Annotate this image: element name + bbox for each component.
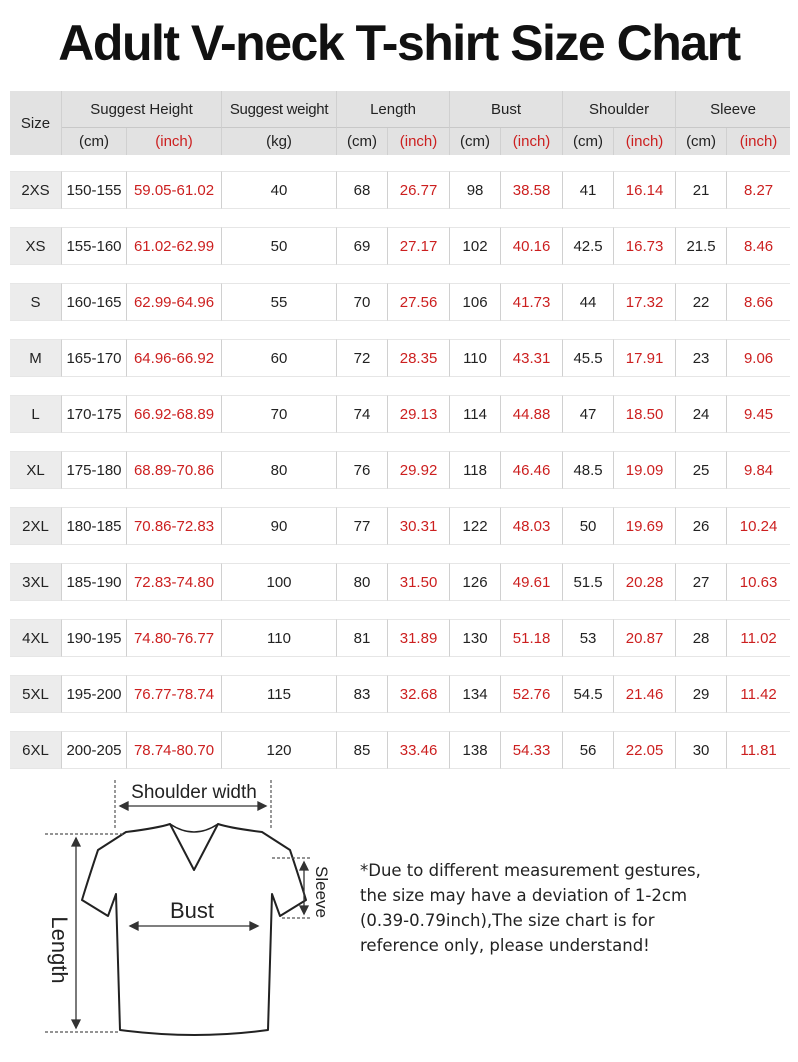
table-row (10, 675, 790, 713)
shoulder-cm-cell: 41 (563, 171, 614, 209)
sleeve-inch-cell: 8.46 (727, 227, 790, 265)
shoulder-inch-cell: 20.87 (614, 619, 676, 657)
sleeve-inch-cell: 10.24 (727, 507, 790, 545)
weight-kg-cell: 70 (222, 395, 337, 433)
unit-row (10, 128, 790, 155)
length-cm-cell: 70 (337, 283, 388, 321)
length-cm-cell: 83 (337, 675, 388, 713)
size-cell: XL (10, 451, 62, 489)
bust-cm-cell: 122 (450, 507, 501, 545)
bust-cm-cell: 130 (450, 619, 501, 657)
shoulder-inch-cell: 19.09 (614, 451, 676, 489)
page-title: Adult V-neck T-shirt Size Chart (58, 15, 740, 71)
size-cell: 6XL (10, 731, 62, 769)
sleeve-inch-cell: 9.45 (727, 395, 790, 433)
length-label: Length (47, 916, 72, 984)
height-cm-cell: 170-175 (62, 395, 127, 433)
weight-kg-cell: 90 (222, 507, 337, 545)
bust-inch-cell: 41.73 (501, 283, 563, 321)
table-row (10, 171, 790, 209)
unit-shoulder-cm: (cm) (563, 128, 614, 155)
height-cm-cell: 160-165 (62, 283, 127, 321)
bust-cm-cell: 126 (450, 563, 501, 601)
sleeve-cm-cell: 21.5 (676, 227, 727, 265)
bust-cm-cell: 110 (450, 339, 501, 377)
unit-height-inch: (inch) (127, 128, 222, 155)
sleeve-inch-cell: 11.42 (727, 675, 790, 713)
size-note (360, 858, 780, 958)
sleeve-inch-cell: 8.66 (727, 283, 790, 321)
neck-band (170, 824, 218, 832)
weight-kg-cell: 100 (222, 563, 337, 601)
note-line: the size may have a deviation of 1-2cm (360, 886, 688, 905)
length-cm-cell: 80 (337, 563, 388, 601)
height-inch-cell: 78.74-80.70 (127, 731, 222, 769)
shoulder-inch-cell: 22.05 (614, 731, 676, 769)
bust-inch-cell: 43.31 (501, 339, 563, 377)
height-cm-cell: 190-195 (62, 619, 127, 657)
header-suggest-weight: Suggest weight (222, 91, 337, 128)
bust-inch-cell: 54.33 (501, 731, 563, 769)
unit-sleeve-cm: (cm) (676, 128, 727, 155)
size-cell: 2XL (10, 507, 62, 545)
shoulder-cm-cell: 53 (563, 619, 614, 657)
sleeve-cm-cell: 30 (676, 731, 727, 769)
sleeve-inch-cell: 10.63 (727, 563, 790, 601)
header-sleeve: Sleeve (676, 91, 790, 128)
sleeve-cm-cell: 25 (676, 451, 727, 489)
size-cell: L (10, 395, 62, 433)
size-cell: S (10, 283, 62, 321)
sleeve-inch-cell: 11.81 (727, 731, 790, 769)
sleeve-cm-cell: 26 (676, 507, 727, 545)
weight-kg-cell: 110 (222, 619, 337, 657)
shoulder-inch-cell: 20.28 (614, 563, 676, 601)
bust-label: Bust (169, 898, 215, 923)
length-inch-cell: 31.50 (388, 563, 450, 601)
height-inch-cell: 76.77-78.74 (127, 675, 222, 713)
header-bust: Bust (450, 91, 563, 128)
size-cell: 5XL (10, 675, 62, 713)
table-row (10, 339, 790, 377)
unit-bust-cm: (cm) (450, 128, 501, 155)
bust-cm-cell: 114 (450, 395, 501, 433)
height-inch-cell: 74.80-76.77 (127, 619, 222, 657)
length-inch-cell: 33.46 (388, 731, 450, 769)
length-inch-cell: 27.17 (388, 227, 450, 265)
shoulder-inch-cell: 16.14 (614, 171, 676, 209)
height-inch-cell: 72.83-74.80 (127, 563, 222, 601)
sleeve-cm-cell: 29 (676, 675, 727, 713)
shoulder-inch-cell: 16.73 (614, 227, 676, 265)
length-cm-cell: 74 (337, 395, 388, 433)
header-length: Length (337, 91, 450, 128)
length-inch-cell: 27.56 (388, 283, 450, 321)
size-cell: 3XL (10, 563, 62, 601)
shoulder-cm-cell: 42.5 (563, 227, 614, 265)
size-cell: 2XS (10, 171, 62, 209)
height-inch-cell: 62.99-64.96 (127, 283, 222, 321)
shoulder-cm-cell: 54.5 (563, 675, 614, 713)
shoulder-cm-cell: 44 (563, 283, 614, 321)
tshirt-diagram (30, 770, 350, 1055)
note-line: (0.39-0.79inch),The size chart is for (360, 911, 655, 930)
height-inch-cell: 70.86-72.83 (127, 507, 222, 545)
unit-height-cm: (cm) (62, 128, 127, 155)
length-inch-cell: 29.13 (388, 395, 450, 433)
unit-bust-inch: (inch) (501, 128, 563, 155)
bust-inch-cell: 44.88 (501, 395, 563, 433)
shoulder-cm-cell: 48.5 (563, 451, 614, 489)
length-inch-cell: 28.35 (388, 339, 450, 377)
shoulder-inch-cell: 17.91 (614, 339, 676, 377)
bust-cm-cell: 134 (450, 675, 501, 713)
tshirt-outline (82, 824, 306, 1035)
shoulder-cm-cell: 47 (563, 395, 614, 433)
shoulder-inch-cell: 18.50 (614, 395, 676, 433)
length-cm-cell: 85 (337, 731, 388, 769)
bust-inch-cell: 49.61 (501, 563, 563, 601)
shoulder-width-label: Shoulder width (131, 782, 257, 803)
table-row (10, 731, 790, 769)
table-row (10, 619, 790, 657)
size-chart-table (10, 91, 790, 769)
unit-sleeve-inch: (inch) (727, 128, 790, 155)
sleeve-label: Sleeve (312, 866, 331, 918)
length-inch-cell: 30.31 (388, 507, 450, 545)
table-row (10, 451, 790, 489)
length-cm-cell: 76 (337, 451, 388, 489)
height-inch-cell: 68.89-70.86 (127, 451, 222, 489)
sleeve-inch-cell: 11.02 (727, 619, 790, 657)
sleeve-cm-cell: 21 (676, 171, 727, 209)
sleeve-cm-cell: 27 (676, 563, 727, 601)
shoulder-inch-cell: 21.46 (614, 675, 676, 713)
shoulder-cm-cell: 51.5 (563, 563, 614, 601)
shoulder-cm-cell: 50 (563, 507, 614, 545)
length-cm-cell: 77 (337, 507, 388, 545)
bust-inch-cell: 40.16 (501, 227, 563, 265)
bust-cm-cell: 98 (450, 171, 501, 209)
bust-inch-cell: 52.76 (501, 675, 563, 713)
unit-length-cm: (cm) (337, 128, 388, 155)
table-row (10, 563, 790, 601)
bust-cm-cell: 118 (450, 451, 501, 489)
header-shoulder: Shoulder (563, 91, 676, 128)
weight-kg-cell: 40 (222, 171, 337, 209)
size-cell: XS (10, 227, 62, 265)
note-line: reference only, please understand! (360, 936, 650, 955)
unit-length-inch: (inch) (388, 128, 450, 155)
weight-kg-cell: 55 (222, 283, 337, 321)
height-cm-cell: 195-200 (62, 675, 127, 713)
height-cm-cell: 180-185 (62, 507, 127, 545)
height-cm-cell: 155-160 (62, 227, 127, 265)
weight-kg-cell: 115 (222, 675, 337, 713)
height-inch-cell: 64.96-66.92 (127, 339, 222, 377)
bust-inch-cell: 51.18 (501, 619, 563, 657)
sleeve-cm-cell: 24 (676, 395, 727, 433)
height-cm-cell: 175-180 (62, 451, 127, 489)
length-inch-cell: 26.77 (388, 171, 450, 209)
bust-inch-cell: 46.46 (501, 451, 563, 489)
sleeve-inch-cell: 9.06 (727, 339, 790, 377)
length-inch-cell: 32.68 (388, 675, 450, 713)
bust-inch-cell: 38.58 (501, 171, 563, 209)
table-row (10, 227, 790, 265)
length-cm-cell: 68 (337, 171, 388, 209)
sleeve-cm-cell: 23 (676, 339, 727, 377)
weight-kg-cell: 120 (222, 731, 337, 769)
table-row (10, 395, 790, 433)
bust-cm-cell: 106 (450, 283, 501, 321)
header-row (10, 91, 790, 128)
bust-cm-cell: 138 (450, 731, 501, 769)
length-inch-cell: 31.89 (388, 619, 450, 657)
bust-cm-cell: 102 (450, 227, 501, 265)
note-line: *Due to different measurement gestures, (360, 861, 701, 880)
table-row (10, 283, 790, 321)
shoulder-inch-cell: 19.69 (614, 507, 676, 545)
header-suggest-height: Suggest Height (62, 91, 222, 128)
height-cm-cell: 150-155 (62, 171, 127, 209)
shoulder-cm-cell: 56 (563, 731, 614, 769)
weight-kg-cell: 60 (222, 339, 337, 377)
height-cm-cell: 165-170 (62, 339, 127, 377)
length-cm-cell: 72 (337, 339, 388, 377)
shoulder-inch-cell: 17.32 (614, 283, 676, 321)
weight-kg-cell: 80 (222, 451, 337, 489)
size-cell: M (10, 339, 62, 377)
height-inch-cell: 66.92-68.89 (127, 395, 222, 433)
header-size: Size (10, 91, 62, 155)
length-inch-cell: 29.92 (388, 451, 450, 489)
height-inch-cell: 59.05-61.02 (127, 171, 222, 209)
height-cm-cell: 185-190 (62, 563, 127, 601)
length-cm-cell: 69 (337, 227, 388, 265)
sleeve-cm-cell: 28 (676, 619, 727, 657)
length-cm-cell: 81 (337, 619, 388, 657)
sleeve-inch-cell: 8.27 (727, 171, 790, 209)
bust-inch-cell: 48.03 (501, 507, 563, 545)
height-cm-cell: 200-205 (62, 731, 127, 769)
sleeve-inch-cell: 9.84 (727, 451, 790, 489)
unit-shoulder-inch: (inch) (614, 128, 676, 155)
size-cell: 4XL (10, 619, 62, 657)
table-row (10, 507, 790, 545)
shoulder-cm-cell: 45.5 (563, 339, 614, 377)
unit-weight-kg: (kg) (222, 128, 337, 155)
sleeve-cm-cell: 22 (676, 283, 727, 321)
height-inch-cell: 61.02-62.99 (127, 227, 222, 265)
weight-kg-cell: 50 (222, 227, 337, 265)
